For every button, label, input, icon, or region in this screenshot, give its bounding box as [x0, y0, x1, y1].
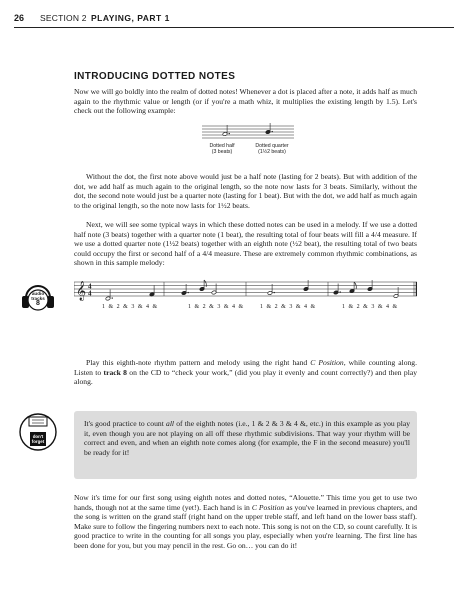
page-number: 26 [14, 13, 25, 23]
dotted-half-name: Dotted half [209, 143, 235, 149]
audio-tracks-text [28, 291, 48, 306]
dotted-notes-staff [198, 119, 298, 165]
tip-text-2: of the eighth notes (i.e., 1 & 2 & 3 & 4 &, etc.) in this example as you play it, even though you are not playing on all off these rhythmic subdivisions. That way your rhythm will be correct and even, and when an eighth note comes along (for example, the F in the second measure) you'll be ready for it! [84, 419, 410, 457]
running-header [14, 10, 454, 32]
dont-forget-icon [18, 410, 58, 454]
play-text-track: track 8 [103, 367, 127, 377]
dotted-quarter-note [265, 123, 273, 134]
dotted-notes-figure [198, 119, 298, 165]
tracks-label: tracks [31, 296, 45, 301]
tip-callout [74, 411, 417, 479]
time-sig-bottom: 4 [88, 289, 92, 298]
dotted-half-label [200, 143, 244, 155]
counts-m4: 1 & 2 & 3 & 4 & [342, 304, 398, 310]
header-rule [14, 27, 454, 28]
counts-m1: 1 & 2 & 3 & 4 & [102, 304, 158, 310]
melody-staff [74, 276, 417, 316]
time-sig-top: 4 [88, 282, 92, 291]
paragraph-dotted-usage: Next, we will see some typical ways in which these dotted notes can be used in a melody. If we use a dotted half note (3 beats) together with a quarter note (1 beat), the resulting total of four beats will fill a 4/4 measure. If we use a dotted quarter note (1½2 beats) together with an eighth note (½2 beat), the resulting total of two beats could occupy the first or second half of a 4/4 measure. These are extremely common rhythmic combinations, as shown in this sample melody: [74, 220, 417, 268]
dotted-quarter-name: Dotted quarter [255, 143, 289, 149]
audio-tracks-icon [18, 276, 58, 316]
dotted-half-beats: (3 beats) [211, 149, 233, 155]
play-text-position: C Position [310, 358, 344, 367]
sample-melody [74, 276, 417, 316]
treble-clef-icon: 𝄞 [76, 281, 87, 301]
track-number: 8 [36, 300, 40, 307]
alouette-text-position: C Position [251, 502, 285, 512]
section-label: SECTION 2 [40, 13, 87, 23]
alouette-text-1: Now it's time for our first song using eighth notes and dotted notes, “Alouette.” This time you get to use two hands, though not at the same time (yet!). Each hand is in [74, 493, 417, 512]
intro-paragraph: Now we will go boldly into the realm of dotted notes! Whenever a dot is placed after a note, it adds half as much again to the rhythmic value or length (or if you're a math whiz, it multiplies the existing length by 1.5). Let's check out the following example: [74, 87, 417, 116]
melody-note [105, 290, 113, 301]
play-text-3: on the CD to “check your work,” (did you play it evenly and count correctly?) and then play along. [74, 367, 417, 387]
tip-text-1: It's good practice to count [84, 419, 167, 428]
dotted-half-note [222, 125, 230, 136]
tip-text-all: all [166, 419, 175, 428]
page-title: INTRODUCING DOTTED NOTES [74, 71, 236, 82]
play-text-1: Play this eighth-note rhythm pattern and melody using the right hand [86, 358, 311, 367]
audio-label: audio [31, 291, 45, 296]
dont-forget-text [30, 434, 46, 444]
play-text-2: , while counting along. Listen to [74, 358, 417, 377]
forget-label: forget [31, 439, 45, 444]
counts-m2: 1 & 2 & 3 & 4 & [188, 304, 244, 310]
alouette-text-2: as you've learned in previous chapters, and the song is written on the grand staff (right hand on the upper treble staff, and left hand on the lower bass staff). Make sure to follow the fingering numbers next to each note. This song is not on the CD, so count carefully. It is good practice to write in the counting for all songs you play, especially when you're learning. The first line has been done for you, but you may pencil in the rest. Go on… you can do it! [74, 502, 417, 550]
dotted-quarter-beats: (1½2 beats) [258, 149, 286, 155]
counts-m3: 1 & 2 & 3 & 4 & [260, 304, 316, 310]
melody-note [349, 282, 356, 293]
dotted-quarter-label [248, 143, 296, 155]
tip-text [84, 419, 410, 457]
paragraph-dot-explanation: Without the dot, the first note above would just be a half note (lasting for 2 beats). But with addition of the dot, we add half as much again to the original length, so the note now lasts for 3 beats. Similarly, without the dot, the second note would just be a quarter note (lasting for 1 beat). But with the dot, we add half as much again to the original length, so the note now lasts for 1½2 beats. [74, 172, 417, 210]
melody-note [149, 285, 154, 296]
paragraph-alouette [74, 493, 417, 551]
dont-label: don't [32, 434, 44, 439]
paragraph-play-along [74, 358, 417, 387]
section-title: PLAYING, PART 1 [91, 13, 170, 23]
